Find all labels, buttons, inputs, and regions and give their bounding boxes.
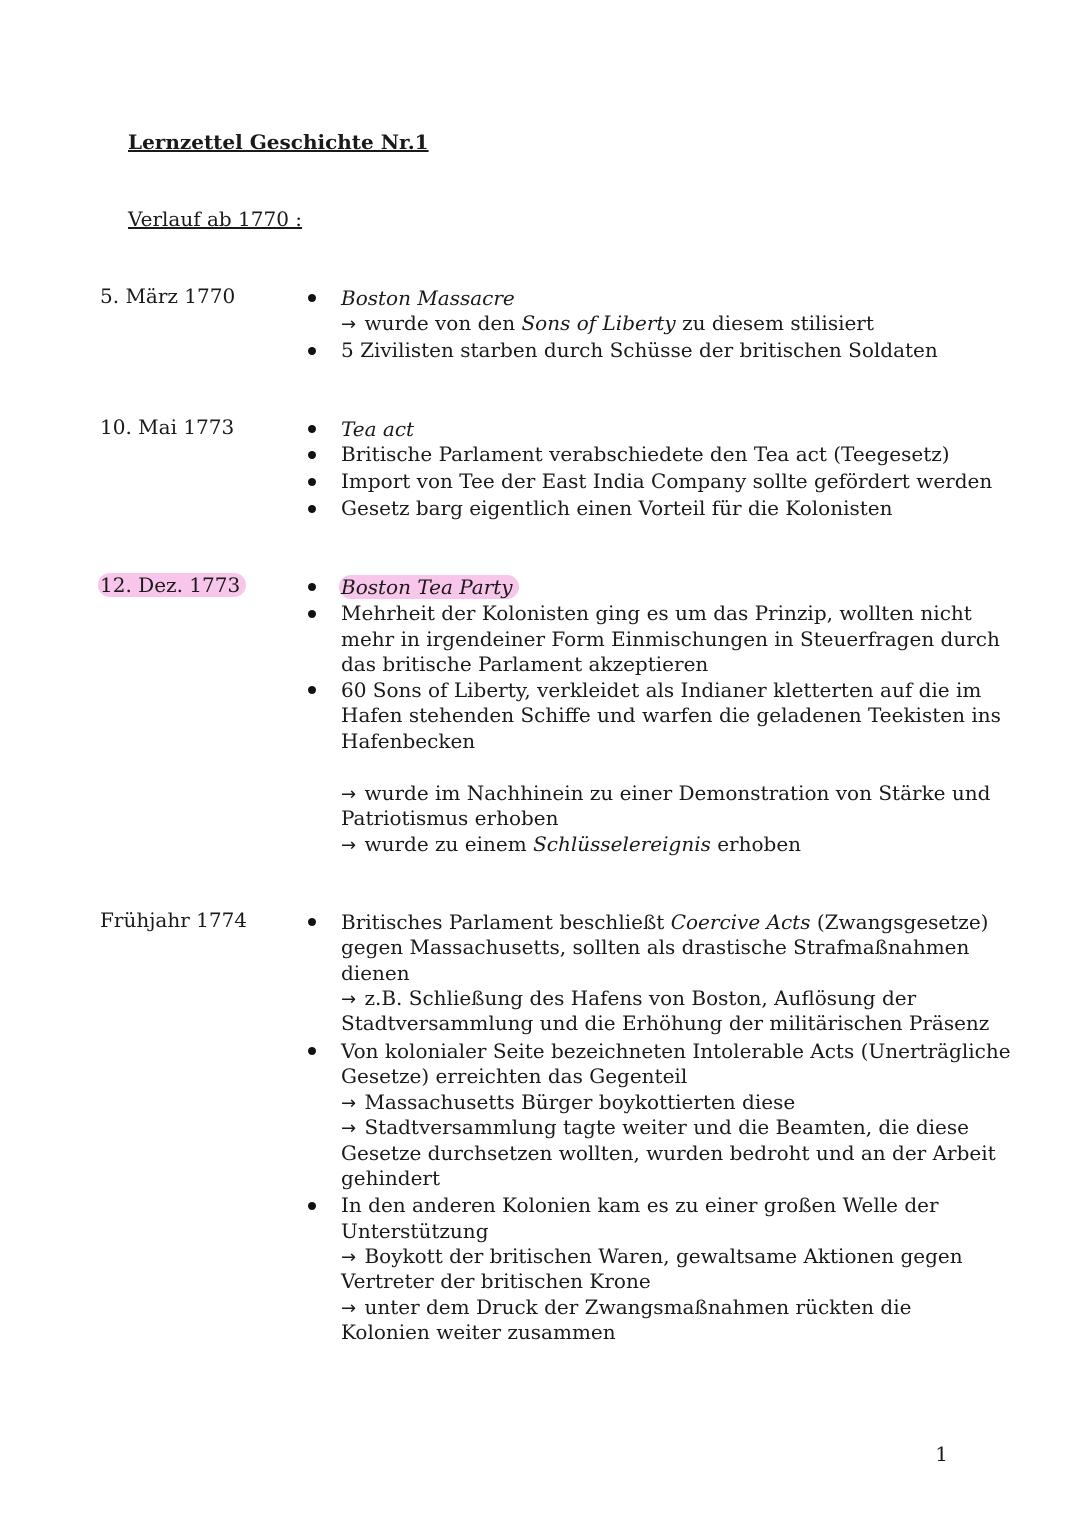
list-item-arrow: → Boykott der britischen Waren, gewaltsame Aktionen gegen	[341, 1244, 963, 1268]
bullet-icon	[306, 686, 318, 698]
arrow-right-icon: →	[341, 784, 357, 805]
list-item-arrow: → wurde von den Sons of Liberty zu diesem stilisiert	[341, 311, 874, 335]
list-item: Mehrheit der Kolonisten ging es um das Prinzip, wollten nicht	[341, 601, 972, 625]
bullet-icon	[306, 610, 318, 622]
list-item: Von kolonialer Seite bezeichneten Intolerable Acts (Unerträgliche	[341, 1039, 1011, 1063]
list-item	[341, 575, 519, 599]
bullet-icon	[306, 425, 318, 437]
list-item-continuation: das britische Parlament akzeptieren	[341, 652, 709, 676]
list-item-continuation: Vertreter der britischen Krone	[341, 1269, 651, 1293]
date-spring-1774: Frühjahr 1774	[100, 908, 248, 932]
list-item: Gesetz barg eigentlich einen Vorteil für die Kolonisten	[341, 496, 893, 520]
list-item-continuation: Gesetze durchsetzen wollten, wurden bedroht und an der Arbeit	[341, 1141, 996, 1165]
bullet-icon	[306, 583, 318, 595]
list-item-arrow: → unter dem Druck der Zwangsmaßnahmen rückten die	[341, 1295, 912, 1319]
list-item-continuation: Hafen stehenden Schiffe und warfen die geladenen Teekisten ins	[341, 703, 1001, 727]
list-item: In den anderen Kolonien kam es zu einer großen Welle der	[341, 1193, 939, 1217]
list-item-arrow: → Massachusetts Bürger boykottierten diese	[341, 1090, 796, 1114]
list-item-continuation: Stadtversammlung und die Erhöhung der militärischen Präsenz	[341, 1011, 990, 1035]
bullet-icon	[306, 1202, 318, 1214]
list-item: Britische Parlament verabschiedete den Tea act (Teegesetz)	[341, 442, 950, 466]
bullet-icon	[306, 451, 318, 463]
list-item: Tea act	[341, 417, 415, 441]
arrow-right-icon: →	[341, 1093, 357, 1114]
list-item: 60 Sons of Liberty, verkleidet als Indianer kletterten auf die im	[341, 678, 982, 702]
bullet-icon	[306, 918, 318, 930]
arrow-right-icon: →	[341, 1298, 357, 1319]
list-item: 5 Zivilisten starben durch Schüsse der britischen Soldaten	[341, 338, 938, 362]
list-item: Britisches Parlament beschließt Coercive Acts (Zwangsgesetze)	[341, 910, 989, 934]
list-item-continuation: Kolonien weiter zusammen	[341, 1320, 616, 1344]
list-item-continuation: Patriotismus erhoben	[341, 806, 559, 830]
list-item-continuation: Unterstützung	[341, 1219, 489, 1243]
date-dec-1773	[100, 573, 246, 597]
bullet-icon	[306, 347, 318, 359]
list-item-continuation: Gesetze) erreichten das Gegenteil	[341, 1064, 688, 1088]
list-item-continuation: mehr in irgendeiner Form Einmischungen in Steuerfragen durch	[341, 627, 1000, 651]
arrow-right-icon: →	[341, 1247, 357, 1268]
section-subtitle: Verlauf ab 1770 :	[128, 207, 303, 231]
list-item-continuation: dienen	[341, 961, 410, 985]
date-march-1770: 5. März 1770	[100, 284, 236, 308]
list-item-arrow: → wurde zu einem Schlüsselereignis erhoben	[341, 832, 802, 856]
arrow-right-icon: →	[341, 835, 357, 856]
list-item-arrow: → z.B. Schließung des Hafens von Boston, Auflösung der	[341, 986, 917, 1010]
list-item-continuation: gegen Massachusetts, sollten als drastische Strafmaßnahmen	[341, 935, 970, 959]
list-item: Boston Massacre	[341, 286, 515, 310]
arrow-right-icon: →	[341, 1118, 357, 1139]
bullet-icon	[306, 294, 318, 306]
list-item-continuation: Hafenbecken	[341, 729, 476, 753]
bullet-icon	[306, 1047, 318, 1059]
bullet-icon	[306, 478, 318, 490]
list-item-continuation: gehindert	[341, 1166, 441, 1190]
arrow-right-icon: →	[341, 314, 357, 335]
list-item: Import von Tee der East India Company sollte gefördert werden	[341, 469, 993, 493]
highlighted-heading: Boston Tea Party	[339, 575, 519, 599]
bullet-icon	[306, 505, 318, 517]
page-title: Lernzettel Geschichte Nr.1	[128, 130, 429, 154]
list-item-arrow: → Stadtversammlung tagte weiter und die Beamten, die diese	[341, 1115, 969, 1139]
highlighted-date: 12. Dez. 1773	[98, 573, 246, 597]
date-may-1773: 10. Mai 1773	[100, 415, 235, 439]
list-item-arrow: → wurde im Nachhinein zu einer Demonstration von Stärke und	[341, 781, 991, 805]
arrow-right-icon: →	[341, 989, 357, 1010]
page-number: 1	[935, 1442, 948, 1466]
